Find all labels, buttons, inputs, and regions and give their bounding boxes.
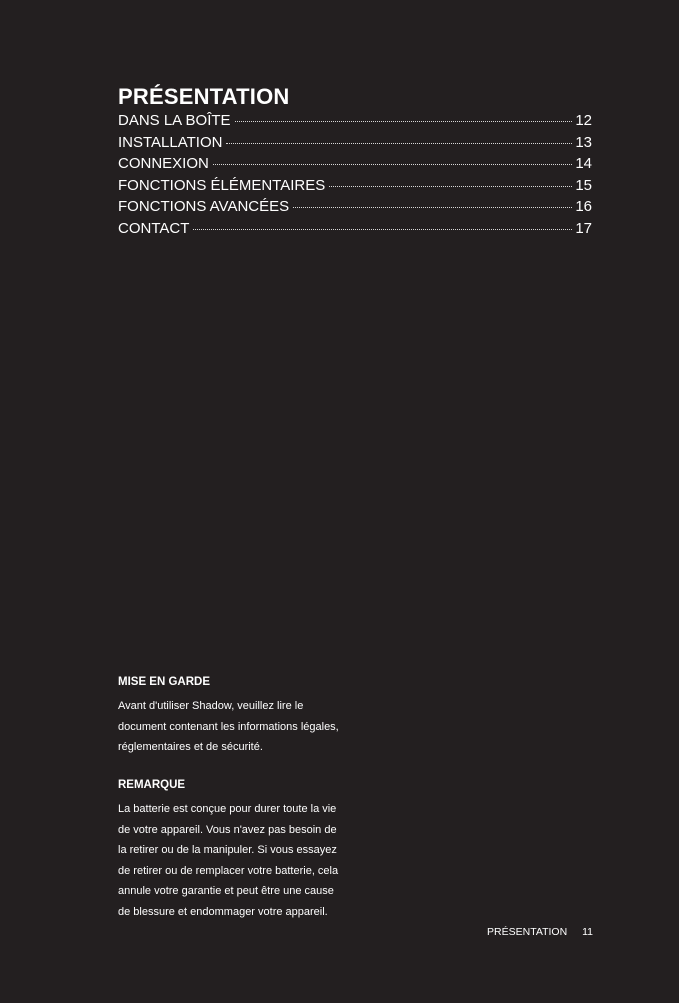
note-line: la retirer ou de la manipuler. Si vous essayez xyxy=(118,844,337,857)
toc-item-page: 12 xyxy=(575,112,592,129)
toc-item-installation[interactable] xyxy=(118,132,592,154)
toc-item-label: FONCTIONS ÉLÉMENTAIRES xyxy=(118,176,326,194)
toc-leader-dots xyxy=(213,164,572,165)
toc-item-page: 13 xyxy=(575,133,592,151)
page-footer xyxy=(487,924,593,940)
warning-line: réglementaires et de sécurité. xyxy=(118,741,263,754)
note-line: de retirer ou de remplacer votre batterie, cela xyxy=(118,864,339,877)
toc-item-label: INSTALLATION xyxy=(118,133,223,151)
page-title: PRÉSENTATION xyxy=(118,84,290,109)
toc-item-fonctions-avancees[interactable] xyxy=(118,196,592,218)
toc-item-dans-la-boite[interactable] xyxy=(118,110,592,132)
toc-item-page: 14 xyxy=(575,155,592,173)
note-line: de blessure et endommager votre appareil. xyxy=(118,905,328,918)
warning-line: document contenant les informations légales, xyxy=(118,720,339,733)
toc-item-fonctions-elementaires[interactable] xyxy=(118,175,592,197)
toc-item-page: 15 xyxy=(575,176,592,194)
note-line: de votre appareil. Vous n'avez pas besoin de xyxy=(118,823,337,836)
note-heading: REMARQUE xyxy=(118,779,186,791)
table-of-contents xyxy=(118,110,592,240)
toc-item-label: CONNEXION xyxy=(118,155,209,173)
toc-item-label: FONCTIONS AVANCÉES xyxy=(118,198,290,216)
note-text xyxy=(118,799,358,923)
toc-leader-dots xyxy=(293,207,572,208)
warning-section xyxy=(118,674,358,758)
footer-page-number: 11 xyxy=(582,926,593,938)
note-section xyxy=(118,777,358,923)
note-line: La batterie est conçue pour durer toute la vie xyxy=(118,803,337,815)
toc-item-contact[interactable] xyxy=(118,218,592,240)
warning-line: Avant d'utiliser Shadow, veuillez lire le xyxy=(118,700,304,712)
toc-leader-dots xyxy=(235,121,573,122)
toc-leader-dots xyxy=(329,186,572,187)
footer-section-name: PRÉSENTATION xyxy=(487,926,568,938)
toc-leader-dots xyxy=(226,143,572,144)
toc-item-connexion[interactable] xyxy=(118,153,592,175)
warning-text xyxy=(118,696,358,758)
toc-item-page: 16 xyxy=(575,198,592,216)
toc-item-page: 17 xyxy=(575,219,592,237)
warning-heading: MISE EN GARDE xyxy=(118,676,211,688)
toc-item-label: DANS LA BOÎTE xyxy=(118,112,231,129)
toc-leader-dots xyxy=(193,229,572,230)
toc-item-label: CONTACT xyxy=(118,219,190,237)
note-line: annule votre garantie et peut être une cause xyxy=(118,885,334,898)
